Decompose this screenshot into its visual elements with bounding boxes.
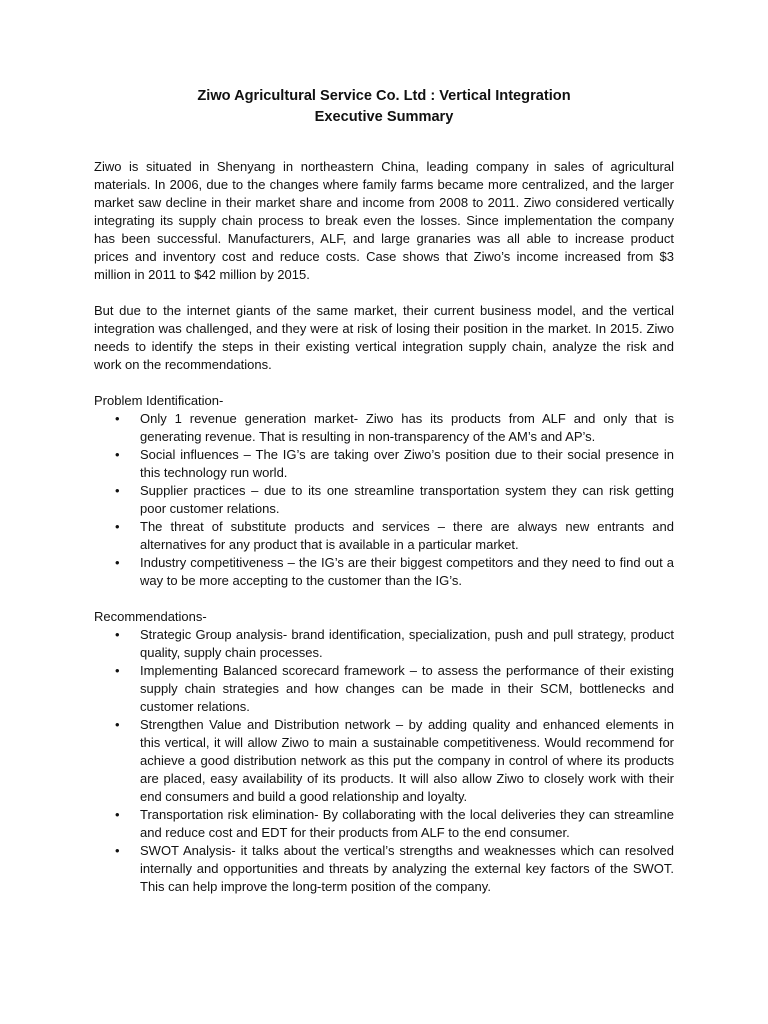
bullet-icon: • [115, 807, 120, 822]
recommendation-item [94, 716, 674, 806]
recommendation-item-text: Transportation risk elimination- By collaborating with the local deliveries they can streamline and reduce cost and EDT for their products from ALF to the end consumer. [140, 807, 674, 840]
challenge-paragraph: But due to the internet giants of the same market, their current business model, and the vertical integration was challenged, and they were at risk of losing their position in the market. In 2015. Ziwo needs to identify the steps in their existing vertical integration supply chain, analyze the risk and work on the recommendations. [94, 303, 674, 372]
bullet-icon: • [115, 843, 120, 858]
problem-item-text: The threat of substitute products and services – there are always new entrants and alternatives for any product that is available in a particular market. [140, 519, 674, 552]
recommendation-item-text: Implementing Balanced scorecard framework – to assess the performance of their existing supply chain strategies and how changes can be made in their SCM, bottlenecks and customer relations. [140, 663, 674, 714]
problem-item [94, 554, 674, 590]
problem-list [94, 410, 674, 590]
recommendation-item-text: Strengthen Value and Distribution network – by adding quality and enhanced elements in this vertical, it will allow Ziwo to main a sustainable competitiveness. Would recommend for achieve a good distribution network as this put the company in control of where its products are placed, easy availability of its products. It will also allow Ziwo to closely work with their end consumers and build a good relationship and loyalty. [140, 717, 674, 804]
intro-paragraph: Ziwo is situated in Shenyang in northeastern China, leading company in sales of agricultural materials. In 2006, due to the changes where family farms became more centralized, and the larger market saw decline in their market share and income from 2008 to 2011. Ziwo considered vertically integrating its supply chain process to break even the losses. Since implementation the company has been successful. Manufacturers, ALF, and large granaries was all able to increase product prices and inventory cost and reduce costs. Case shows that Ziwo’s income increased from $3 million in 2011 to $42 million by 2015. [94, 159, 674, 282]
bullet-icon: • [115, 519, 120, 534]
recommendation-list [94, 626, 674, 896]
bullet-icon: • [115, 555, 120, 570]
recommendation-item-text: Strategic Group analysis- brand identification, specialization, push and pull strategy, product quality, supply chain processes. [140, 627, 674, 660]
recommendations-heading: Recommendations- [94, 609, 207, 624]
bullet-icon: • [115, 483, 120, 498]
recommendation-item [94, 806, 674, 842]
recommendation-item [94, 842, 674, 896]
bullet-icon: • [115, 447, 120, 462]
problem-item [94, 518, 674, 554]
problem-identification-heading: Problem Identification- [94, 393, 224, 408]
recommendation-item-text: SWOT Analysis- it talks about the vertical’s strengths and weaknesses which can resolved internally and opportunities and threats by analyzing the external key factors of the SWOT. This can help improve the long-term position of the company. [140, 843, 674, 894]
problem-item-text: Only 1 revenue generation market- Ziwo has its products from ALF and only that is generating revenue. That is resulting in non-transparency of the AM’s and AP’s. [140, 411, 674, 444]
problem-item-text: Industry competitiveness – the IG’s are their biggest competitors and they need to find out a way to be more accepting to the customer than the IG’s. [140, 555, 674, 588]
problem-item-text: Supplier practices – due to its one streamline transportation system they can risk getting poor customer relations. [140, 483, 674, 516]
problem-item [94, 446, 674, 482]
bullet-icon: • [115, 411, 120, 426]
bullet-icon: • [115, 663, 120, 678]
bullet-icon: • [115, 717, 120, 732]
bullet-icon: • [115, 627, 120, 642]
problem-item-text: Social influences – The IG’s are taking over Ziwo’s position due to their social presence in this technology run world. [140, 447, 674, 480]
recommendation-item [94, 662, 674, 716]
problem-item [94, 410, 674, 446]
document-title-line1: Ziwo Agricultural Service Co. Ltd : Vertical Integration [197, 88, 571, 104]
problem-item [94, 482, 674, 518]
recommendation-item [94, 626, 674, 662]
document-title-line2: Executive Summary [314, 109, 454, 125]
